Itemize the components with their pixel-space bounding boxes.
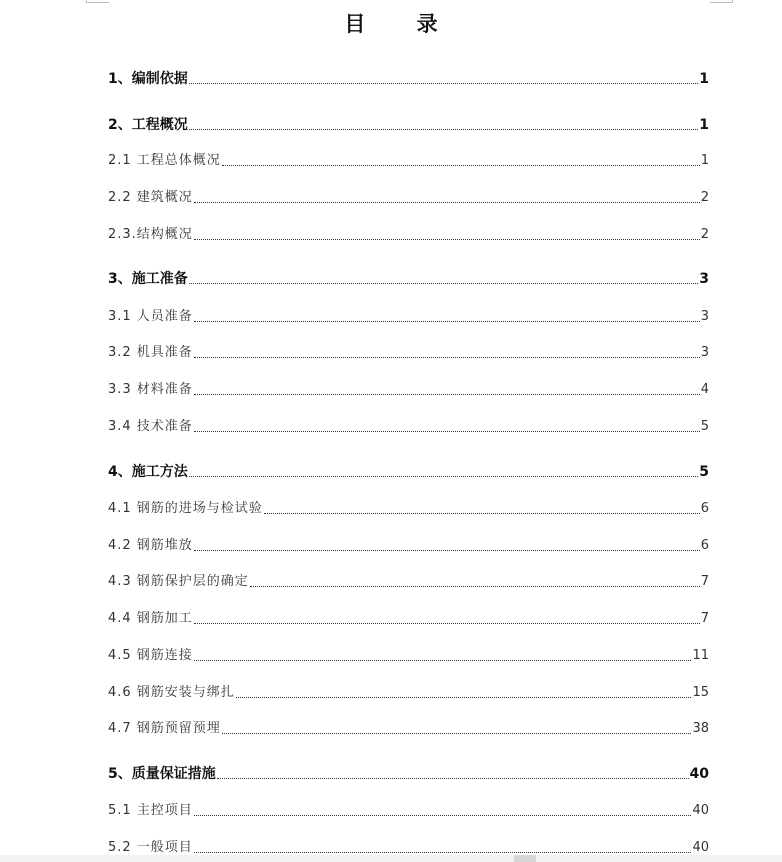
toc-leader	[194, 430, 700, 432]
toc-entry-label: 1、编制依据	[108, 71, 188, 87]
toc-entry-page: 3	[699, 271, 709, 287]
page-corner-mark-left	[86, 0, 109, 3]
toc-entry-page: 3	[700, 309, 709, 324]
toc-entry-label: 3.1 人员准备	[108, 309, 193, 324]
toc-entry-label: 2.1 工程总体概况	[108, 153, 221, 168]
toc-entry-page: 1	[699, 71, 709, 87]
toc-entry-label: 5、质量保证措施	[108, 766, 216, 782]
toc-entry-label: 4.3 钢筋保护层的确定	[108, 574, 249, 589]
toc-entry[interactable]	[108, 379, 709, 399]
toc-entry-label: 2.2 建筑概况	[108, 190, 193, 205]
toc-entry[interactable]	[108, 608, 709, 628]
toc-entry-label: 4.7 钢筋预留预埋	[108, 721, 221, 736]
toc-entry[interactable]	[108, 342, 709, 362]
toc-entry[interactable]	[108, 68, 709, 88]
toc-entry-label: 4.2 钢筋堆放	[108, 538, 193, 553]
toc-entry-label: 2.3.结构概况	[108, 227, 193, 242]
toc-leader	[236, 696, 692, 698]
toc-entry-page: 3	[700, 345, 709, 360]
toc-entry[interactable]	[108, 800, 709, 820]
table-of-contents	[108, 0, 709, 862]
toc-entry-page: 11	[692, 648, 709, 663]
toc-entry[interactable]	[108, 461, 709, 481]
toc-entry-page: 6	[700, 538, 709, 553]
toc-leader	[194, 320, 700, 322]
toc-entry-page: 1	[700, 153, 709, 168]
toc-entry-label: 4.5 钢筋连接	[108, 648, 193, 663]
toc-entry[interactable]	[108, 535, 709, 555]
toc-entry[interactable]	[108, 645, 709, 665]
toc-leader	[222, 732, 692, 734]
page-corner-mark-right	[710, 0, 733, 3]
toc-leader	[194, 814, 692, 816]
toc-leader	[222, 164, 700, 166]
toc-entry-page: 6	[700, 501, 709, 516]
toc-entry[interactable]	[108, 718, 709, 738]
toc-entry[interactable]	[108, 416, 709, 436]
toc-entry-page: 4	[700, 382, 709, 397]
toc-leader	[189, 475, 699, 477]
toc-entry-label: 2、工程概况	[108, 117, 188, 133]
toc-entry-page: 7	[700, 611, 709, 626]
scrollbar-thumb[interactable]	[514, 855, 536, 862]
toc-entry[interactable]	[108, 571, 709, 591]
toc-entry[interactable]	[108, 150, 709, 170]
toc-entry-label: 3、施工准备	[108, 271, 188, 287]
toc-leader	[189, 82, 699, 84]
toc-entry[interactable]	[108, 498, 709, 518]
toc-leader	[194, 851, 692, 853]
toc-entry-label: 3.2 机具准备	[108, 345, 193, 360]
toc-entry-label: 4.6 钢筋安装与绑扎	[108, 685, 235, 700]
toc-leader	[194, 659, 692, 661]
toc-entry-page: 7	[700, 574, 709, 589]
toc-leader	[194, 238, 700, 240]
toc-leader	[194, 356, 700, 358]
toc-entry-label: 3.4 技术准备	[108, 419, 193, 434]
toc-entry-page: 5	[699, 464, 709, 480]
toc-entry-label: 4、施工方法	[108, 464, 188, 480]
toc-leader	[264, 512, 700, 514]
toc-leader	[194, 393, 700, 395]
toc-entry-label: 3.3 材料准备	[108, 382, 193, 397]
toc-leader	[189, 282, 699, 284]
toc-entry-page: 40	[692, 803, 709, 818]
toc-entry-page: 15	[692, 685, 709, 700]
toc-leader	[194, 549, 700, 551]
toc-entry-label: 5.2 一般项目	[108, 840, 193, 855]
toc-entry-page: 40	[692, 840, 709, 855]
toc-entry[interactable]	[108, 224, 709, 244]
toc-leader	[194, 622, 700, 624]
toc-entry-page: 5	[700, 419, 709, 434]
toc-entry[interactable]	[108, 114, 709, 134]
toc-entry[interactable]	[108, 187, 709, 207]
toc-leader	[189, 128, 699, 130]
toc-entry[interactable]	[108, 268, 709, 288]
toc-leader	[217, 777, 689, 779]
toc-leader	[194, 201, 700, 203]
toc-entry-label: 5.1 主控项目	[108, 803, 193, 818]
toc-entry-page: 2	[700, 227, 709, 242]
toc-entry[interactable]	[108, 306, 709, 326]
toc-entry-page: 1	[699, 117, 709, 133]
toc-entry-page: 40	[689, 766, 709, 782]
toc-entry-page: 2	[700, 190, 709, 205]
toc-leader	[250, 585, 700, 587]
toc-entry-label: 4.1 钢筋的进场与检试验	[108, 501, 263, 516]
toc-entry[interactable]	[108, 837, 709, 857]
horizontal-scrollbar[interactable]	[0, 855, 782, 862]
toc-entry-label: 4.4 钢筋加工	[108, 611, 193, 626]
toc-entry[interactable]	[108, 763, 709, 783]
toc-entry[interactable]	[108, 682, 709, 702]
page-title: 目 录	[344, 11, 460, 36]
toc-entry-page: 38	[692, 721, 709, 736]
